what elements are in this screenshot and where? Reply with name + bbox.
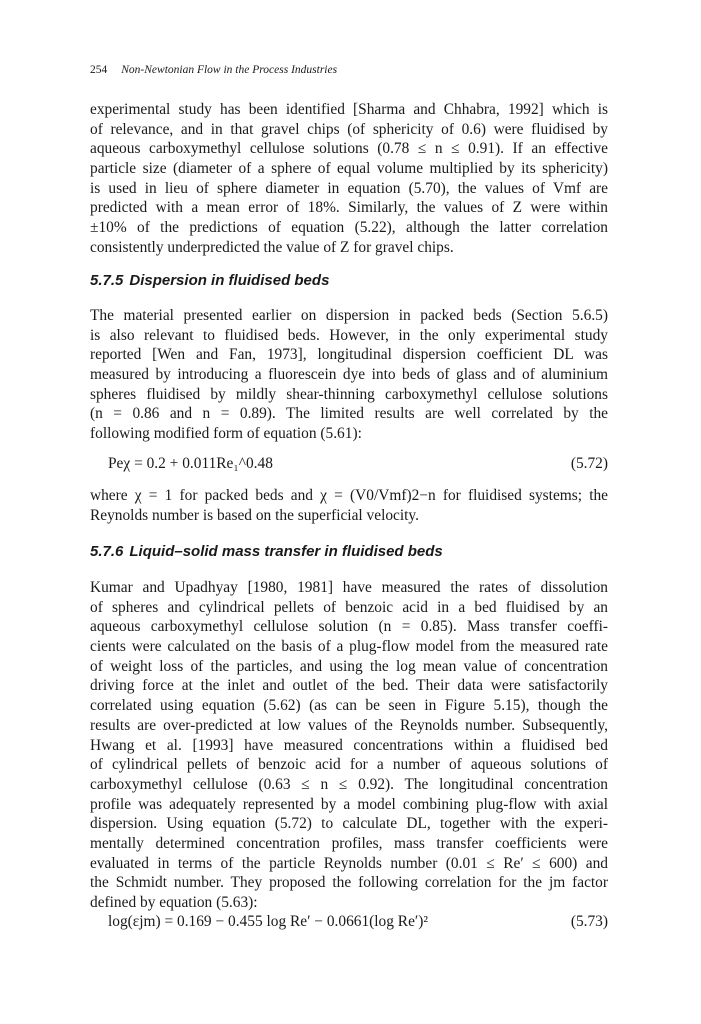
text-line: experimental study has been identified [Sharma and Chhabra, 1992] which is: [90, 101, 608, 118]
running-title: Non-Newtonian Flow in the Process Industries: [121, 64, 338, 76]
section-heading-5-7-6: [90, 543, 608, 560]
equation-number: (5.72): [570, 455, 608, 472]
section-title: Dispersion in fluidised beds: [129, 272, 330, 289]
text-line: consistently underpredicted the value of Z for gravel chips.: [90, 238, 454, 256]
equation-5-73: [90, 911, 608, 933]
text-line: Hwang et al. [1993] have measured concentrations within a fluidised bed: [90, 736, 608, 754]
paragraph-where-chi: [90, 486, 608, 525]
text-line: where χ = 1 for packed beds and χ = (V0/Vmf)2−n for fluidised systems; the: [90, 487, 608, 504]
text-line: mentally determined concentration profiles, mass transfer coefficients were: [90, 834, 608, 852]
text-line: (n = 0.86 and n = 0.89). The limited results are well correlated by the: [90, 405, 608, 423]
section-title: Liquid–solid mass transfer in fluidised beds: [129, 543, 443, 560]
text-line: following modified form of equation (5.61):: [90, 425, 362, 443]
text-line: results are over-predicted at low values of the Reynolds number. Subsequently,: [90, 716, 608, 734]
paragraph-dispersion: [90, 306, 608, 444]
text-line: aqueous carboxymethyl cellulose solutions (0.78 ≤ n ≤ 0.91). If an effective: [90, 140, 608, 158]
page-number: 254: [90, 64, 108, 76]
text-line: particle size (diameter of a sphere of equal volume multiplied by its sphericity): [90, 160, 608, 178]
text-line: cients were calculated on the basis of a plug-flow model from the measured rate: [90, 638, 608, 656]
text-line: correlated using equation (5.62) (as can be seen in Figure 5.15), though the: [90, 697, 608, 715]
section-heading-5-7-5: [90, 272, 608, 289]
text-line: measured by introducing a fluorescein dye into beds of glass and of aluminium: [90, 366, 608, 384]
text-line: is also relevant to fluidised beds. However, in the only experimental study: [90, 326, 608, 344]
text-line: the Schmidt number. They proposed the following correlation for the jm factor: [90, 874, 608, 892]
section-number: 5.7.5: [90, 272, 124, 289]
text-line: of cylindrical pellets of benzoic acid for a number of aqueous solutions of: [90, 756, 608, 774]
text-line: carboxymethyl cellulose (0.63 ≤ n ≤ 0.92). The longitudinal concentration: [90, 775, 608, 793]
text-line: Kumar and Upadhyay [1980, 1981] have measured the rates of dissolution: [90, 579, 608, 596]
equation-5-72: [90, 453, 608, 475]
equation-formula: log(εjm) = 0.169 − 0.455 log Re′ − 0.0661(log Re′)²: [108, 913, 429, 930]
text-line: evaluated in terms of the particle Reynolds number (0.01 ≤ Re′ ≤ 600) and: [90, 854, 608, 872]
paragraph-gravel-chips: [90, 100, 608, 258]
text-line: defined by equation (5.63):: [90, 894, 258, 911]
text-line: reported [Wen and Fan, 1973], longitudinal dispersion coefficient DL was: [90, 346, 608, 364]
text-line: spheres fluidised by mildly shear-thinning carboxymethyl cellulose solutions: [90, 385, 608, 403]
text-line: profile was adequately represented by a model combining plug-flow with axial: [90, 795, 608, 813]
text-line: The material presented earlier on dispersion in packed beds (Section 5.6.5): [90, 307, 608, 324]
text-line: ±10% of the predictions of equation (5.22), although the latter correlation: [90, 219, 608, 237]
text-line: Reynolds number is based on the superficial velocity.: [90, 506, 419, 524]
section-number: 5.7.6: [90, 543, 124, 560]
text-line: of spheres and cylindrical pellets of benzoic acid in a bed fluidised by an: [90, 598, 608, 616]
text-line: of relevance, and in that gravel chips (of sphericity of 0.6) were fluidised by: [90, 120, 608, 138]
text-line: of weight loss of the particles, and using the log mean value of concentration: [90, 657, 608, 675]
text-line: aqueous carboxymethyl cellulose solution (n = 0.85). Mass transfer coeffi-: [90, 618, 608, 636]
text-line: driving force at the inlet and outlet of the bed. Their data were satisfactorily: [90, 677, 608, 695]
paragraph-mass-transfer: [90, 578, 608, 913]
equation-number: (5.73): [570, 913, 608, 930]
text-line: dispersion. Using equation (5.72) to calculate DL, together with the experi-: [90, 815, 608, 833]
equation-formula: Peχ = 0.2 + 0.011Re₁^0.48: [108, 455, 273, 472]
running-head: [90, 64, 608, 76]
text-line: is used in lieu of sphere diameter in equation (5.70), the values of Vmf are: [90, 179, 608, 197]
text-line: predicted with a mean error of 18%. Similarly, the values of Z were within: [90, 199, 608, 217]
